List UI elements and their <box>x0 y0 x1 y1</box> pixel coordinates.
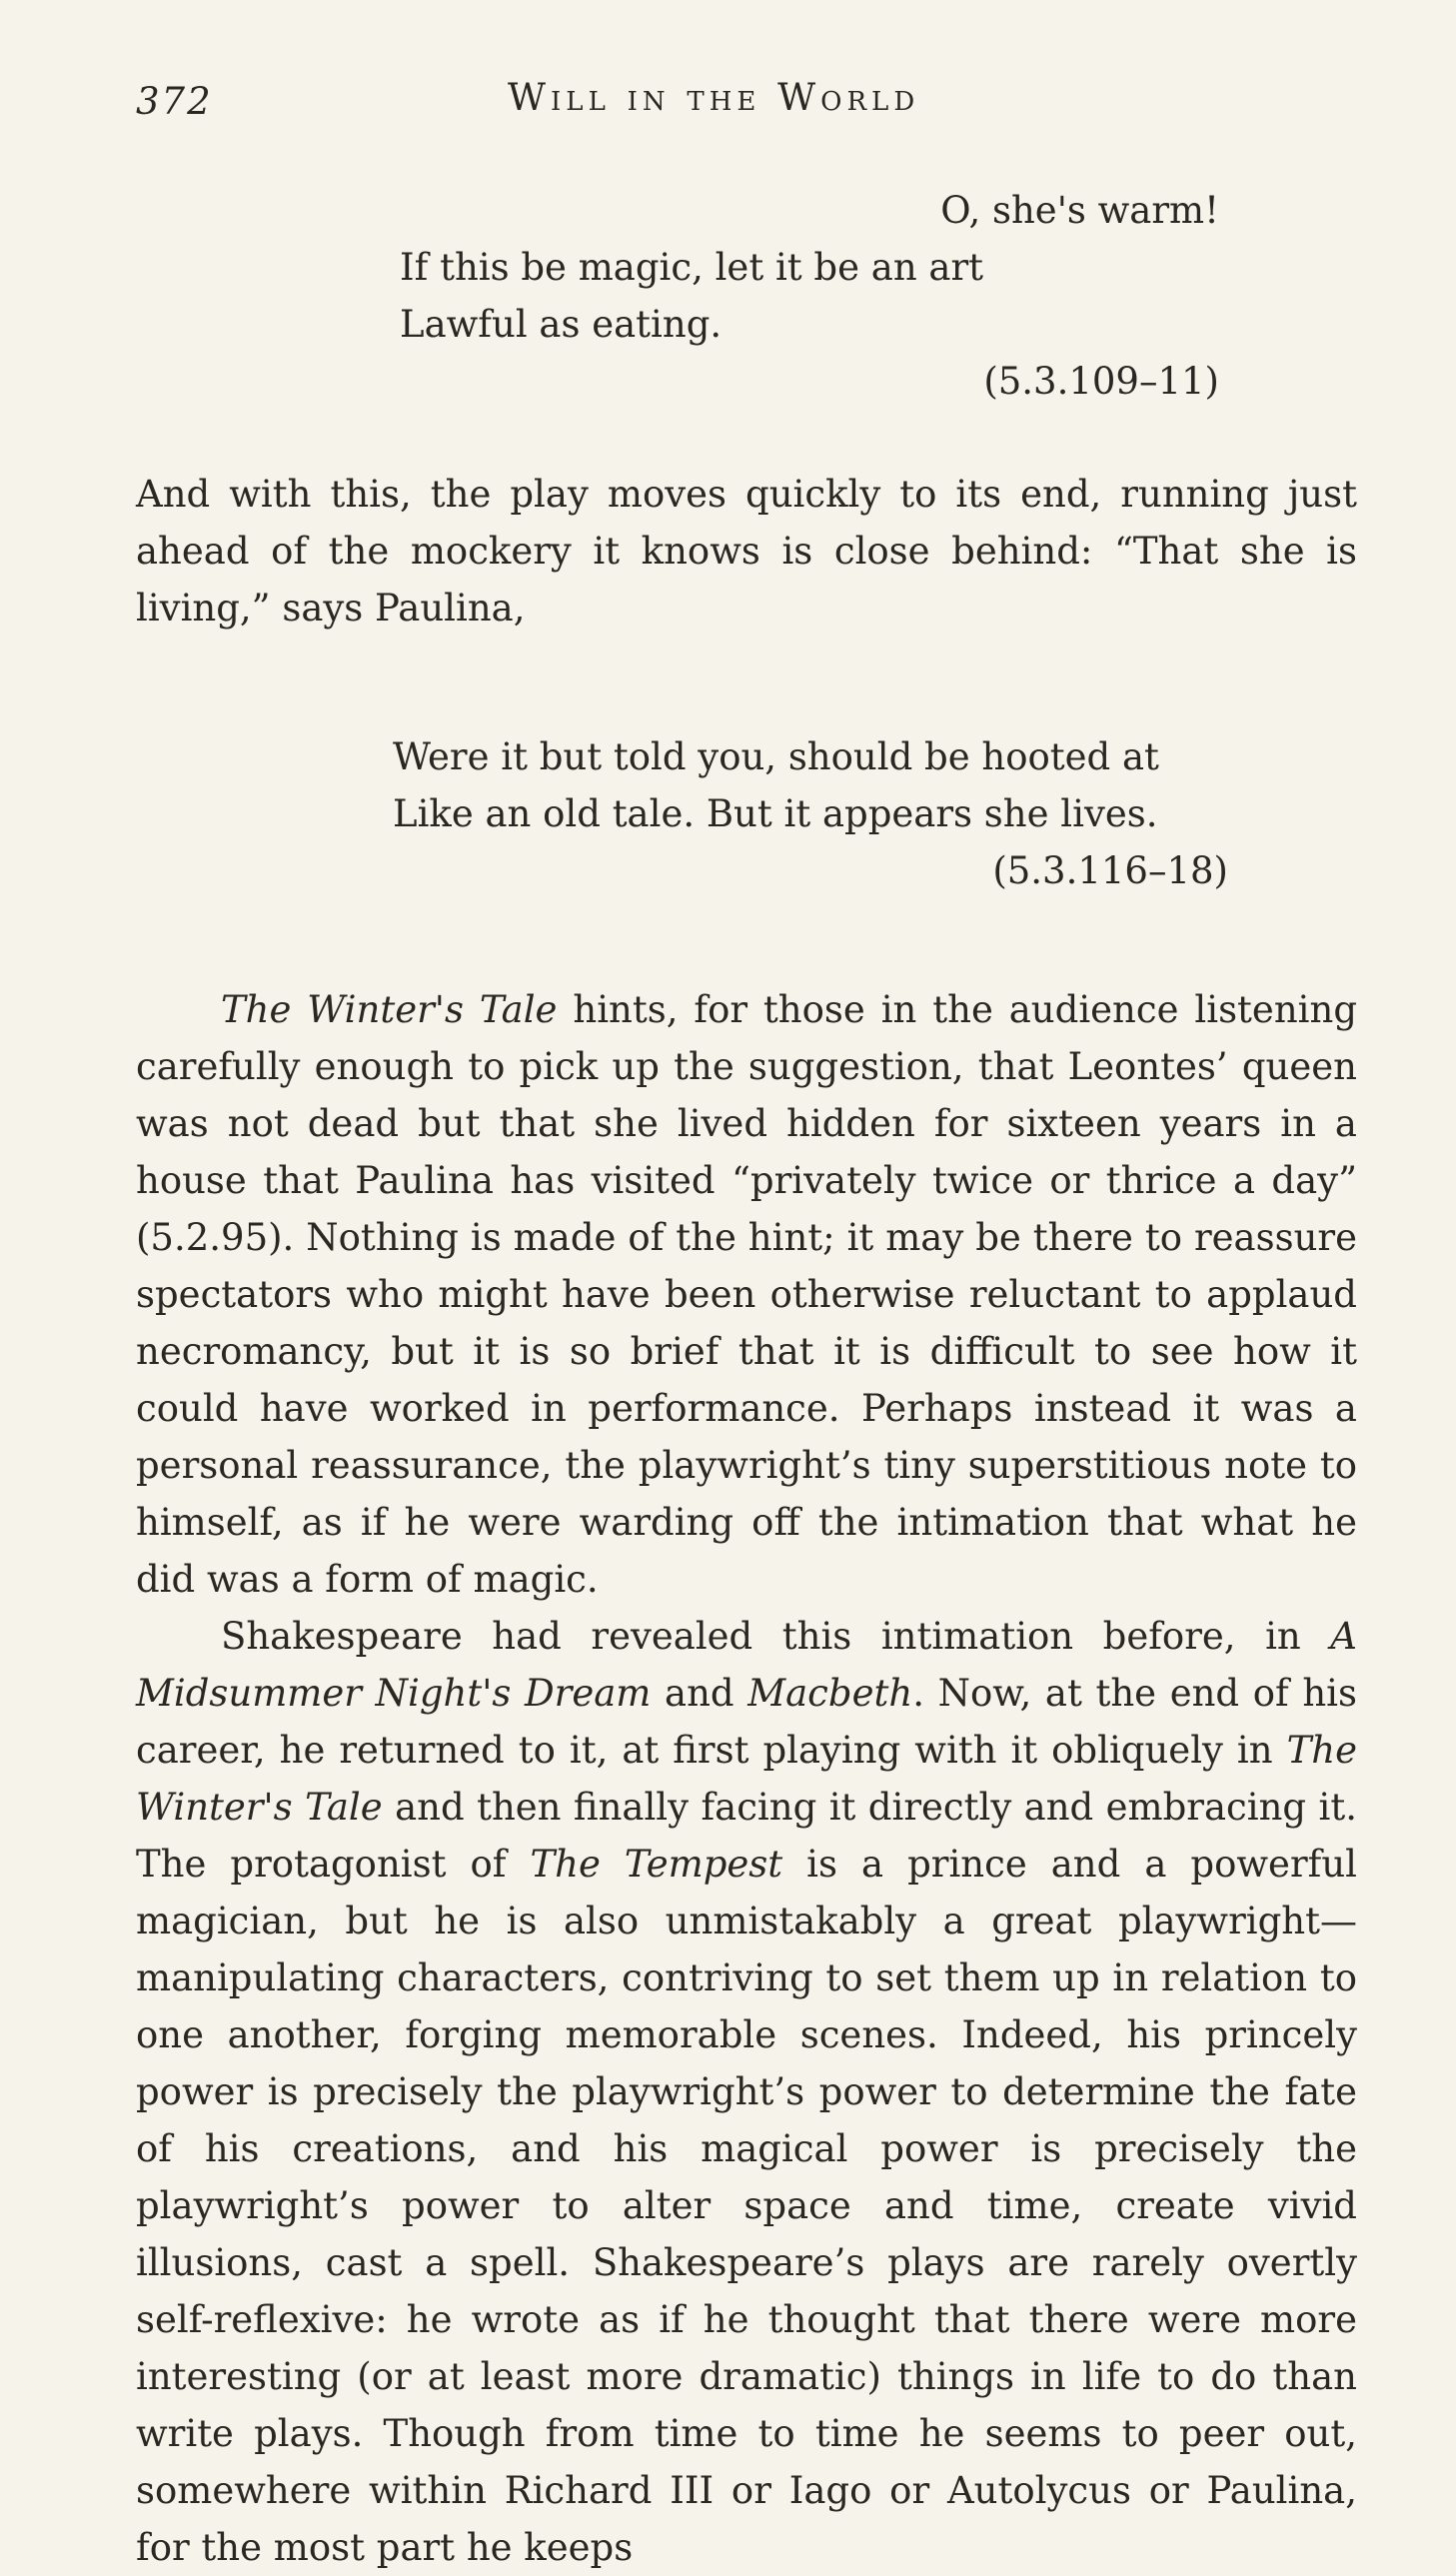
paragraph-3 <box>136 1608 1357 2576</box>
verse-line: If this be magic, let it be an art <box>400 246 984 289</box>
verse-quote-1 <box>136 182 1219 410</box>
play-title: A Midsummer Night's Dream <box>136 1615 1357 1715</box>
play-title: The Winter's Tale <box>136 1729 1357 1829</box>
paragraph-text: hints, for those in the audience listening carefully enough to pick up the suggestion, that Leontes’ queen was not dead but that she lived hidden for sixteen years in a house that Paulina has visited “privately twice or thrice a day” (5.2.95). Nothing is made of the hint; it may be there to reassure spectators who might have been otherwise reluctant to applaud necromancy, but it is so brief that it is difficult to see how it could have worked in performance. Perhaps instead it was a personal reassurance, the playwright’s tiny superstitious note to himself, as if he were warding off the intimation that what he did was a form of magic. <box>136 988 1358 1601</box>
book-page <box>136 70 1357 2576</box>
verse-quote-2 <box>136 728 1228 899</box>
play-title: The Winter's Tale <box>221 988 558 1031</box>
paragraph-2 <box>136 981 1357 1608</box>
running-title: Will in the World <box>508 76 920 119</box>
play-title: Macbeth <box>747 1672 913 1715</box>
paragraph-text: Shakespeare had revealed this intimation before, in <box>221 1615 1331 1658</box>
verse-citation: (5.3.109–11) <box>983 360 1219 403</box>
running-head <box>136 70 1357 130</box>
paragraph-text: and then finally facing it directly and embracing it. The protagonist of <box>136 1786 1357 1886</box>
verse-line: Were it but told you, should be hooted at <box>393 735 1159 778</box>
paragraph-1 <box>136 466 1357 637</box>
paragraph-text: And with this, the play moves quickly to its end, running just ahead of the mockery it knows is close behind: “That she is living,” says Paulina, <box>136 473 1357 630</box>
verse-line: Like an old tale. But it appears she lives. <box>393 792 1158 835</box>
paragraph-text: is a prince and a powerful magician, but he is also unmistakably a great playwright—manipulating characters, contriving to set them up in relation to one another, forging memorable scenes. Indeed, his princely power is precisely the playwright’s power to determine the fate of his creations, and his magical power is precisely the playwright’s power to alter space and time, create vivid illusions, cast a spell. Shakespeare’s plays are rarely overtly self-reflexive: he wrote as if he thought that there were more interesting (or at least more dramatic) things in life to do than write plays. Though from time to time he seems to peer out, somewhere within Richard III or Iago or Autolycus or Paulina, for the most part he keeps <box>136 1843 1357 2569</box>
play-title: The Tempest <box>530 1843 783 1886</box>
verse-line: O, she's warm! <box>940 189 1219 232</box>
page-number: 372 <box>136 80 213 123</box>
paragraph-text: and <box>651 1672 748 1715</box>
paragraph-text: . Now, at the end of his career, he returned to it, at first playing with it obliquely in <box>136 1672 1357 1772</box>
verse-citation: (5.3.116–18) <box>992 849 1228 892</box>
body-text <box>136 981 1357 2576</box>
verse-line: Lawful as eating. <box>400 303 723 346</box>
